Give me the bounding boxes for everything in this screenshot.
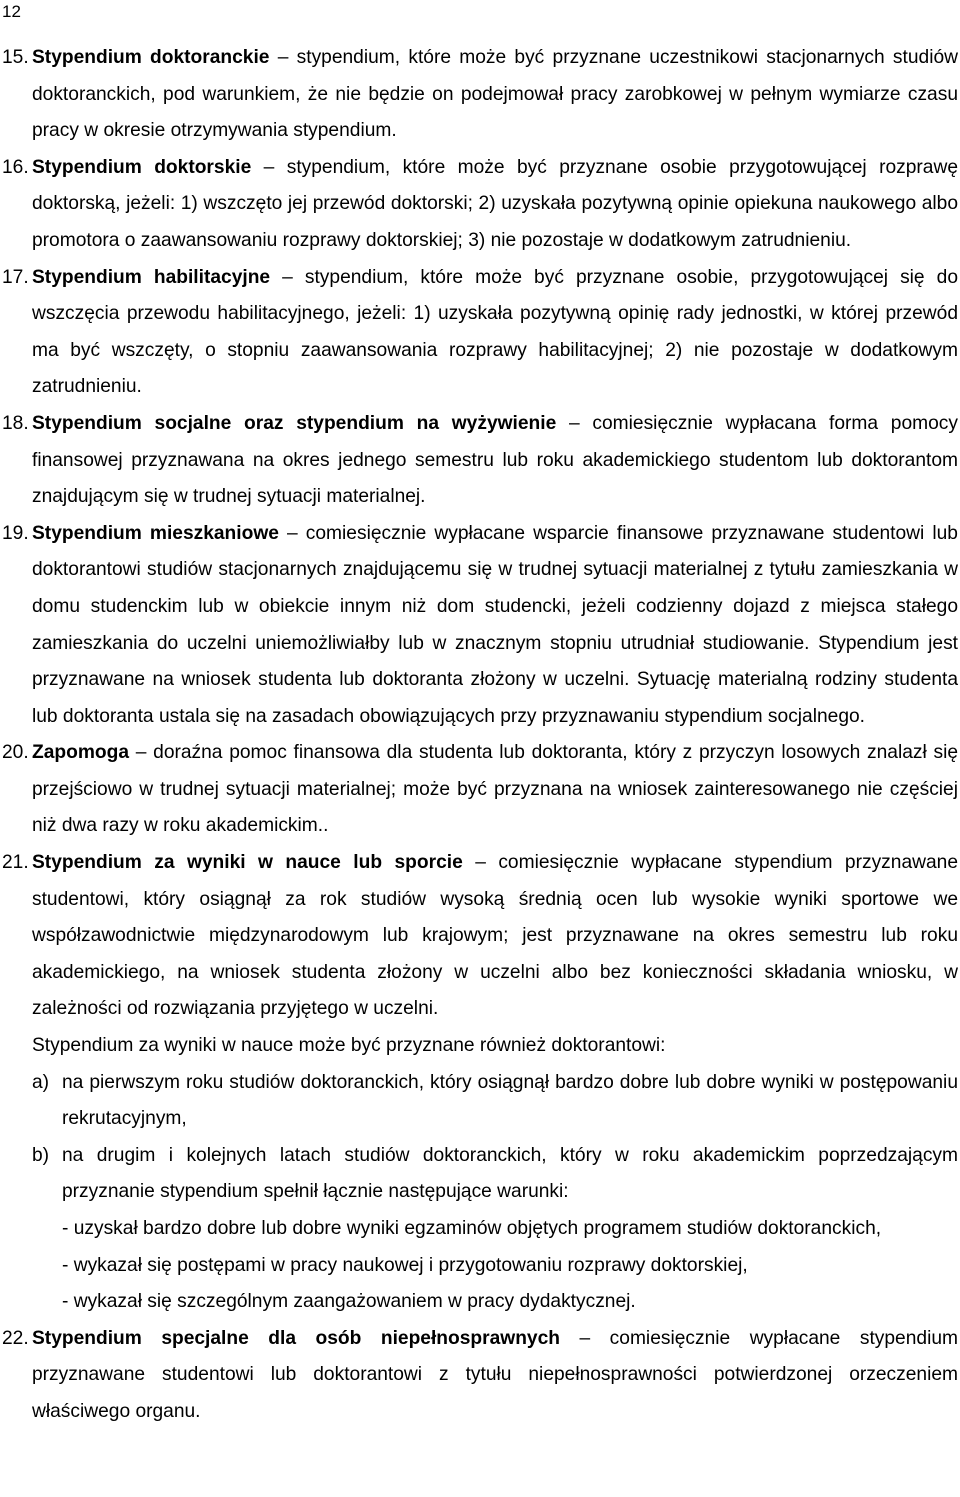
sub-item-marker: a) (32, 1071, 50, 1093)
condition-item: - uzyskał bardzo dobre lub dobre wyniki egzaminów objętych programem studiów doktoranckich, (62, 1218, 882, 1239)
entry-definition: – doraźna pomoc finansowa dla studenta lub doktoranta, który z przyczyn losowych znalazł się przejściowo w trudnej sytuacji materialnej; może być przyznana na wniosek zainteresowanego nie częściej niż dwa razy w roku akademickim.. (32, 742, 958, 837)
entry-definition: – comiesięcznie wypłacana forma pomocy finansowej przyznawana na okres jednego semestru lub roku akademickiego studentom lub doktorantom znajdującym się w trudnej sytuacji materialnej. (32, 412, 958, 508)
entry-paragraph (32, 150, 958, 260)
entry-number: 19. (2, 522, 29, 544)
entry-definition: – stypendium, które może być przyznane osobie przygotowującej rozprawę doktorską, jeżeli: 1) wszczęto jej przewód doktorski; 2) uzyskała pozytywną opinie opiekuna naukowego albo promotora o zaawansowaniu rozprawy doktorskiej; 3) nie pozostaje w dodatkowym zatrudnieniu. (32, 156, 958, 251)
definitions-list (2, 40, 958, 1431)
page-number: 12 (2, 2, 21, 21)
entry-term: Stypendium specjalne dla osób niepełnosprawnych (32, 1327, 560, 1349)
entry-term: Stypendium za wyniki w nauce lub sporcie (32, 852, 463, 874)
definition-entry-15 (2, 40, 958, 150)
definition-entry-20 (2, 735, 958, 845)
definition-entry-19 (2, 516, 958, 736)
sub-item-text: na pierwszym roku studiów doktoranckich, który osiągnął bardzo dobre lub dobre wyniki w postępowaniu rekrutacyjnym, (62, 1071, 958, 1130)
entry-paragraph (32, 40, 958, 150)
definition-entry-18 (2, 406, 958, 516)
entry-definition: – comiesięcznie wypłacane stypendium przyznawane studentowi, który osiągnął za rok studiów wysoką średnią ocen lub wysokie wyniki sportowe we współzawodnictwie międzynarodowym lub krajowym; jest przyznawane na okres semestru lub roku akademickiego, na wniosek studenta złożony w uczelni albo bez konieczności składania wniosku, w zależności od rozwiązania przyjętego w uczelni. (32, 852, 958, 1020)
entry-number: 20. (2, 742, 29, 764)
entry-paragraph (32, 735, 958, 845)
entry-paragraph (32, 1321, 958, 1431)
entry-number: 17. (2, 266, 29, 288)
entry-definition: – comiesięcznie wypłacane stypendium przyznawane studentowi lub doktorantowi z tytułu niepełnosprawności potwierdzonej orzeczeniem właściwego organu. (32, 1327, 958, 1422)
definition-entry-21 (2, 845, 958, 1321)
entry-term: Stypendium mieszkaniowe (32, 522, 279, 544)
entry-number: 22. (2, 1327, 29, 1349)
entry-number: 16. (2, 156, 29, 178)
entry-paragraph (32, 516, 958, 736)
sub-item-b (32, 1138, 958, 1211)
entry-definition: – comiesięcznie wypłacane wsparcie finansowe przyznawane studentowi lub doktorantowi studiów stacjonarnych znajdującemu się w trudnej sytuacji materialnej z tytułu zamieszkania w domu studenckim lub w obiekcie innym niż dom studencki, jeżeli codzienny dojazd z miejsca stałego zamieszkania do uczelni uniemożliwiałby lub w znacznym stopniu utrudniał studiowanie. Stypendium jest przyznawane na wniosek studenta lub doktoranta złożony w uczelni. Sytuację materialną rodziny studenta lub doktoranta ustala się na zasadach obowiązujących przy przyznawaniu stypendium socjalnego. (32, 522, 958, 727)
entry-number: 21. (2, 852, 29, 874)
entry-definition: – stypendium, które może być przyznane osobie, przygotowującej się do wszczęcia przewodu habilitacyjnego, jeżeli: 1) uzyskała pozytywną opinię rady jednostki, w której przewód ma być wszczęty, o stopniu zaawansowania rozprawy habilitacyjnej; 2) nie pozostaje w dodatkowym zatrudnieniu. (32, 266, 958, 398)
entry-number: 18. (2, 412, 29, 434)
condition-item: - wykazał się postępami w pracy naukowej i przygotowaniu rozprawy doktorskiej, (62, 1254, 748, 1276)
entry-paragraph (32, 406, 958, 516)
entry-paragraph (32, 845, 958, 1028)
entry-definition: – stypendium, które może być przyznane uczestnikowi stacjonarnych studiów doktoranckich, pod warunkiem, że nie będzie on podejmował pracy zarobkowej w pełnym wymiarze czasu pracy w okresie otrzymywania stypendium. (32, 47, 958, 142)
sub-item-marker: b) (32, 1144, 50, 1166)
entry-term: Stypendium socjalne oraz stypendium na wyżywienie (32, 412, 557, 434)
definition-entry-22 (2, 1321, 958, 1431)
condition-item: - wykazał się szczególnym zaangażowaniem w pracy dydaktycznej. (62, 1291, 636, 1313)
entry-term: Stypendium doktorskie (32, 156, 252, 178)
sub-item-text: na drugim i kolejnych latach studiów doktoranckich, który w roku akademickim poprzedzającym przyznanie stypendium spełnił łącznie następujące warunki: (62, 1144, 958, 1203)
entry-term: Stypendium doktoranckie (32, 47, 270, 68)
entry-note: Stypendium za wyniki w nauce może być przyznane również doktorantowi: (32, 1035, 666, 1057)
entry-number: 15. (2, 47, 29, 68)
entry-term: Stypendium habilitacyjne (32, 266, 271, 288)
entry-paragraph (32, 260, 958, 406)
definition-entry-17 (2, 260, 958, 406)
entry-term: Zapomoga (32, 742, 130, 764)
sub-item-a (32, 1065, 958, 1138)
definition-entry-16 (2, 150, 958, 260)
